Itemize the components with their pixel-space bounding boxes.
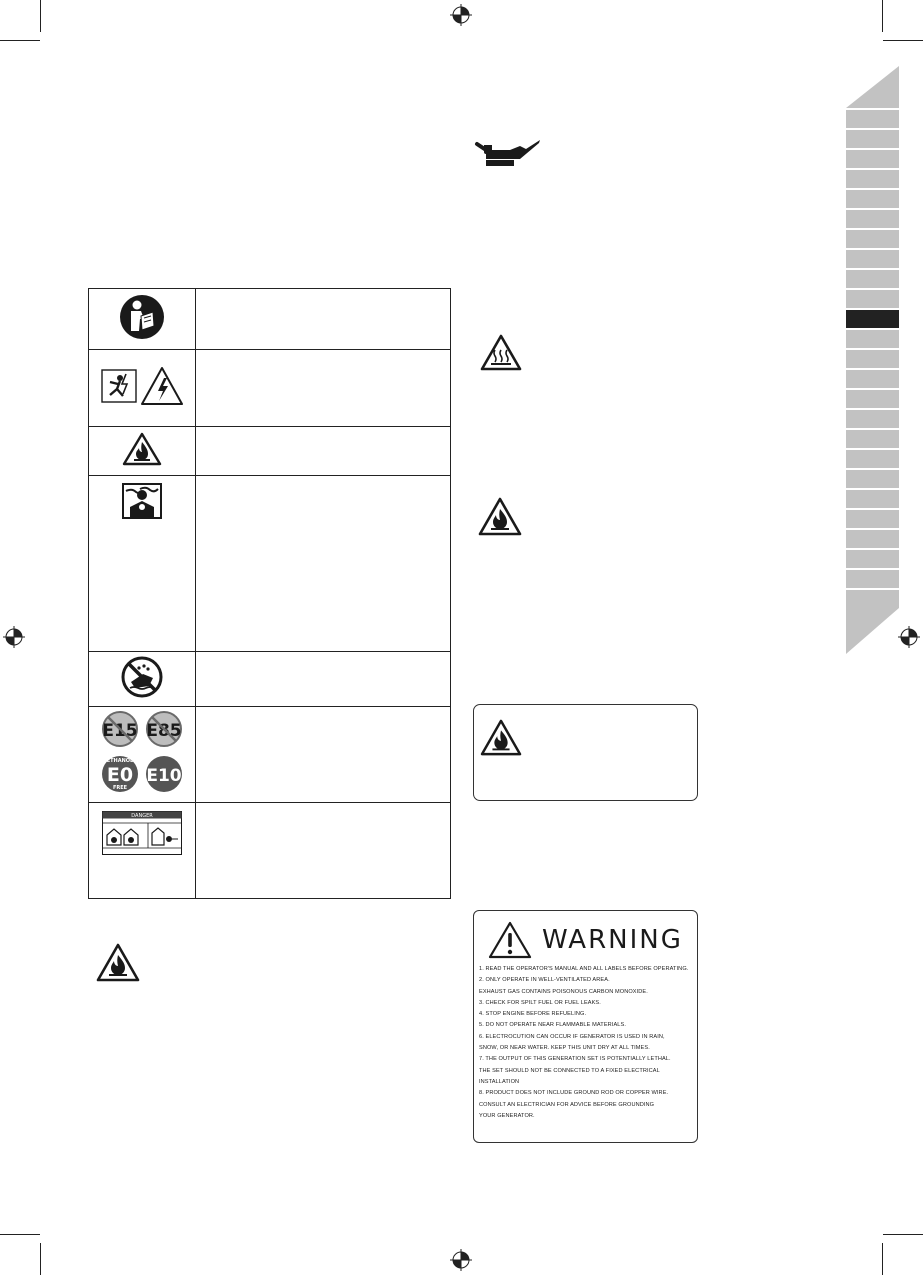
warning-list-item: 1. READ THE OPERATOR'S MANUAL AND ALL LABELS BEFORE OPERATING.	[479, 966, 689, 972]
side-tab-cell	[846, 490, 899, 508]
side-tab-cell	[846, 570, 899, 588]
crop-mark	[883, 40, 923, 41]
side-tab-cell	[846, 330, 899, 348]
warning-title: WARNING	[542, 925, 683, 955]
side-tab-cell	[846, 530, 899, 548]
symbol-description	[196, 803, 451, 899]
registration-mark-icon	[450, 1249, 472, 1271]
warning-list-item: YOUR GENERATOR.	[479, 1112, 535, 1119]
side-tab-cell	[846, 450, 899, 468]
crop-mark	[40, 1243, 41, 1275]
side-tab-cell	[846, 130, 899, 148]
symbol-description	[196, 476, 451, 652]
warning-list-item: 2. ONLY OPERATE IN WELL-VENTILATED AREA.	[479, 977, 610, 984]
side-tab-cell	[846, 250, 899, 268]
side-tab-cell	[846, 170, 899, 188]
side-tab-top-wedge	[846, 66, 899, 108]
warning-list-item: 5. DO NOT OPERATE NEAR FLAMMABLE MATERIALS.	[479, 1022, 626, 1029]
danger-label-icon	[102, 811, 182, 855]
electric-shock-icon	[100, 366, 184, 406]
side-tab-cell	[846, 590, 899, 608]
warning-list-item: SNOW, OR NEAR WATER. KEEP THIS UNIT DRY AT ALL TIMES.	[479, 1045, 650, 1052]
crop-mark	[0, 1234, 40, 1235]
table-row	[89, 289, 451, 350]
warning-list-item: INSTALLATION	[479, 1078, 520, 1085]
registration-mark-icon	[3, 626, 25, 648]
flammable-notice-box	[473, 704, 698, 801]
symbol-cell	[89, 289, 196, 350]
side-tab-cell	[846, 370, 899, 388]
e10-allowed-icon	[146, 756, 182, 792]
symbols-table	[88, 288, 451, 899]
symbol-cell	[89, 652, 196, 707]
exclamation-warning-icon	[488, 921, 532, 959]
crop-mark	[883, 1234, 923, 1235]
side-tab-cell	[846, 190, 899, 208]
table-row	[89, 476, 451, 652]
side-tab-cell	[846, 110, 899, 128]
crop-mark	[40, 0, 41, 32]
side-tab-bottom-wedge	[846, 608, 899, 654]
warning-list-item: 8. PRODUCT DOES NOT INCLUDE GROUND ROD OR COPPER WIRE.	[479, 1090, 669, 1097]
warning-list-item: THE SET SHOULD NOT BE CONNECTED TO A FIXED ELECTRICAL	[479, 1067, 660, 1074]
oil-can-icon	[474, 138, 542, 168]
fuel-type-icons	[100, 709, 184, 795]
side-tab-cell	[846, 550, 899, 568]
flammable-icon	[478, 497, 522, 537]
side-tab-cell	[846, 270, 899, 288]
warning-list-item: 7. THE OUTPUT OF THIS GENERATION SET IS POTENTIALLY LETHAL.	[479, 1056, 671, 1063]
flammable-icon	[480, 719, 522, 757]
crop-mark	[882, 1243, 883, 1275]
side-tab-cell	[846, 470, 899, 488]
fuel-badge-label: E0	[106, 764, 134, 786]
hot-surface-icon	[480, 334, 522, 372]
symbol-description	[196, 652, 451, 707]
side-tab-cell	[846, 210, 899, 228]
read-manual-icon	[119, 294, 165, 340]
symbol-cell	[89, 427, 196, 476]
side-tab-cell	[846, 390, 899, 408]
side-tab-cell	[846, 230, 899, 248]
fuel-badge-label: E85	[146, 721, 182, 741]
e0-allowed-icon	[102, 756, 138, 792]
warning-header	[488, 921, 683, 959]
no-water-icon	[121, 656, 163, 698]
flammable-icon	[122, 432, 162, 466]
warning-list-item: 3. CHECK FOR SPILT FUEL OR FUEL LEAKS.	[479, 999, 601, 1006]
danger-badge-label: DANGER	[131, 813, 153, 819]
symbol-cell	[89, 476, 196, 652]
symbol-description	[196, 707, 451, 803]
table-row	[89, 652, 451, 707]
fuel-badge-arc-top: ETHANOL	[106, 758, 134, 764]
e85-banned-icon	[146, 712, 181, 746]
symbol-cell	[89, 803, 196, 899]
registration-mark-icon	[450, 4, 472, 26]
registration-mark-icon	[898, 626, 920, 648]
table-row	[89, 707, 451, 803]
table-row	[89, 427, 451, 476]
side-tab-cell	[846, 430, 899, 448]
side-tab-cell	[846, 410, 899, 428]
warning-list-item: 4. STOP ENGINE BEFORE REFUELING.	[479, 1011, 587, 1018]
fuel-badge-label: E10	[146, 766, 182, 786]
warning-list-item: CONSULT AN ELECTRICIAN FOR ADVICE BEFORE GROUNDING	[479, 1101, 655, 1108]
symbol-description	[196, 427, 451, 476]
crop-mark	[882, 0, 883, 32]
warning-list	[479, 964, 694, 1122]
symbol-description	[196, 350, 451, 427]
fuel-badge-arc-bottom: FREE	[112, 785, 128, 791]
flammable-icon	[96, 943, 140, 983]
side-tab-cell	[846, 510, 899, 528]
warning-list-item: 6. ELECTROCUTION CAN OCCUR IF GENERATOR IS USED IN RAIN,	[479, 1033, 665, 1040]
symbol-cell	[89, 350, 196, 427]
warning-list-item: EXHAUST GAS CONTAINS POISONOUS CARBON MONOXIDE.	[479, 988, 648, 995]
symbol-description	[196, 289, 451, 350]
e15-banned-icon	[102, 712, 137, 746]
side-tab-cell	[846, 290, 899, 308]
symbol-cell	[89, 707, 196, 803]
table-row	[89, 350, 451, 427]
table-row	[89, 803, 451, 899]
crop-mark	[0, 40, 40, 41]
side-tab-cell-active	[846, 310, 899, 328]
toxic-fumes-icon	[122, 483, 162, 519]
side-tab-cell	[846, 150, 899, 168]
fuel-badge-label: E15	[102, 721, 138, 741]
warning-label	[473, 910, 698, 1143]
side-tab-cell	[846, 350, 899, 368]
